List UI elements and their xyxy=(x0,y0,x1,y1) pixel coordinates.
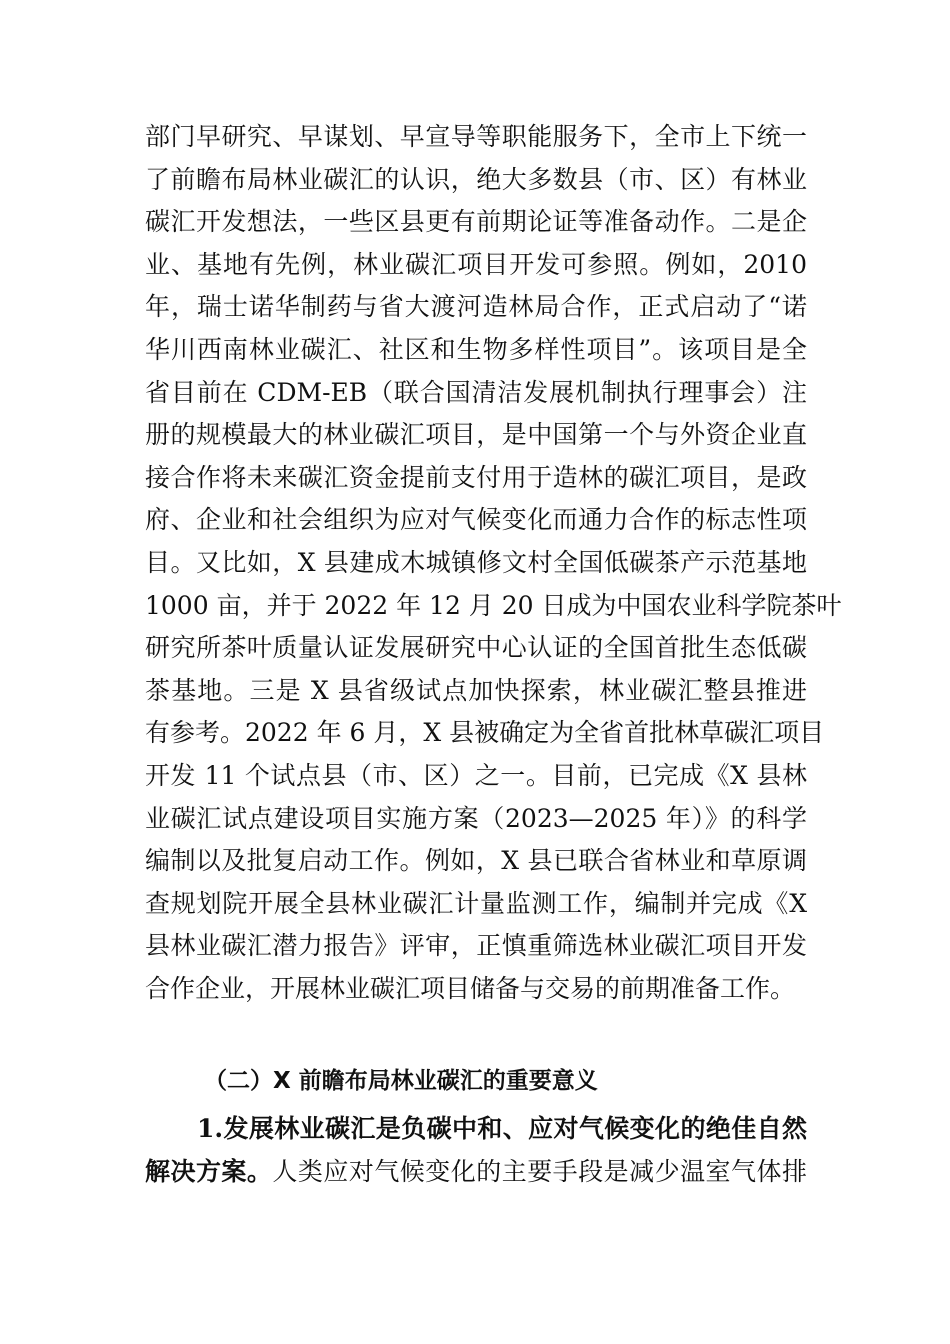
text-line: 县林业碳汇潜力报告》评审，正慎重筛选林业碳汇项目开发 xyxy=(145,931,807,961)
text-line: 茶基地。三是 X 县省级试点加快探索，林业碳汇整县推进 xyxy=(145,675,807,705)
text-line: 1000 亩，并于 2022 年 12 月 20 日成为中国农业科学院茶叶 xyxy=(145,590,842,620)
text-line: 华川西南林业碳汇、社区和生物多样性项目”。该项目是全 xyxy=(145,334,807,364)
text-line: 了前瞻布局林业碳汇的认识，绝大多数县（市、区）有林业 xyxy=(145,164,807,194)
text-line: 查规划院开展全县林业碳汇计量监测工作，编制并完成《X xyxy=(145,888,807,918)
text-line: 开发 11 个试点县（市、区）之一。目前，已完成《X 县林 xyxy=(145,760,807,790)
text-line xyxy=(145,1151,807,1194)
text-line: 有参考。2022 年 6 月，X 县被确定为全省首批林草碳汇项目 xyxy=(145,718,825,748)
bold-lead-line: 1.发展林业碳汇是负碳中和、应对气候变化的绝佳自然 xyxy=(197,1114,807,1143)
text-line: 府、企业和社会组织为应对气候变化而通力合作的标志性项 xyxy=(145,505,807,535)
text-line: 册的规模最大的林业碳汇项目，是中国第一个与外资企业直 xyxy=(145,420,807,450)
text-line: 省目前在 CDM-EB（联合国清洁发展机制执行理事会）注 xyxy=(145,377,807,407)
bold-lead-end: 解决方案。 xyxy=(145,1156,273,1186)
text-line: 部门早研究、早谋划、早宣导等职能服务下，全市上下统一 xyxy=(145,122,807,151)
section-subheading: （二）X 前瞻布局林业碳汇的重要意义 xyxy=(204,1068,598,1094)
text-line: 碳汇开发想法，一些区县更有前期论证等准备动作。二是企 xyxy=(145,207,807,237)
body-paragraph-2 xyxy=(145,1108,807,1193)
text-line: 年，瑞士诺华制药与省大渡河造林局合作，正式启动了“诺 xyxy=(145,292,807,322)
text-line: 目。又比如，X 县建成木城镇修文村全国低碳茶产示范基地 xyxy=(145,547,807,577)
text-line: 接合作将未来碳汇资金提前支付用于造林的碳汇项目，是政 xyxy=(145,462,807,492)
text-line: 业、基地有先例，林业碳汇项目开发可参照。例如，2010 xyxy=(145,249,807,279)
text-line: 合作企业，开展林业碳汇项目储备与交易的前期准备工作。 xyxy=(145,973,796,1003)
body-paragraph-1 xyxy=(145,116,842,1010)
text-line-rest: 人类应对气候变化的主要手段是减少温室气体排 xyxy=(272,1156,807,1186)
text-line: 研究所茶叶质量认证发展研究中心认证的全国首批生态低碳 xyxy=(145,633,807,663)
text-line: 业碳汇试点建设项目实施方案（2023—2025 年）》的科学 xyxy=(145,803,807,833)
text-line: 编制以及批复启动工作。例如，X 县已联合省林业和草原调 xyxy=(145,846,807,876)
